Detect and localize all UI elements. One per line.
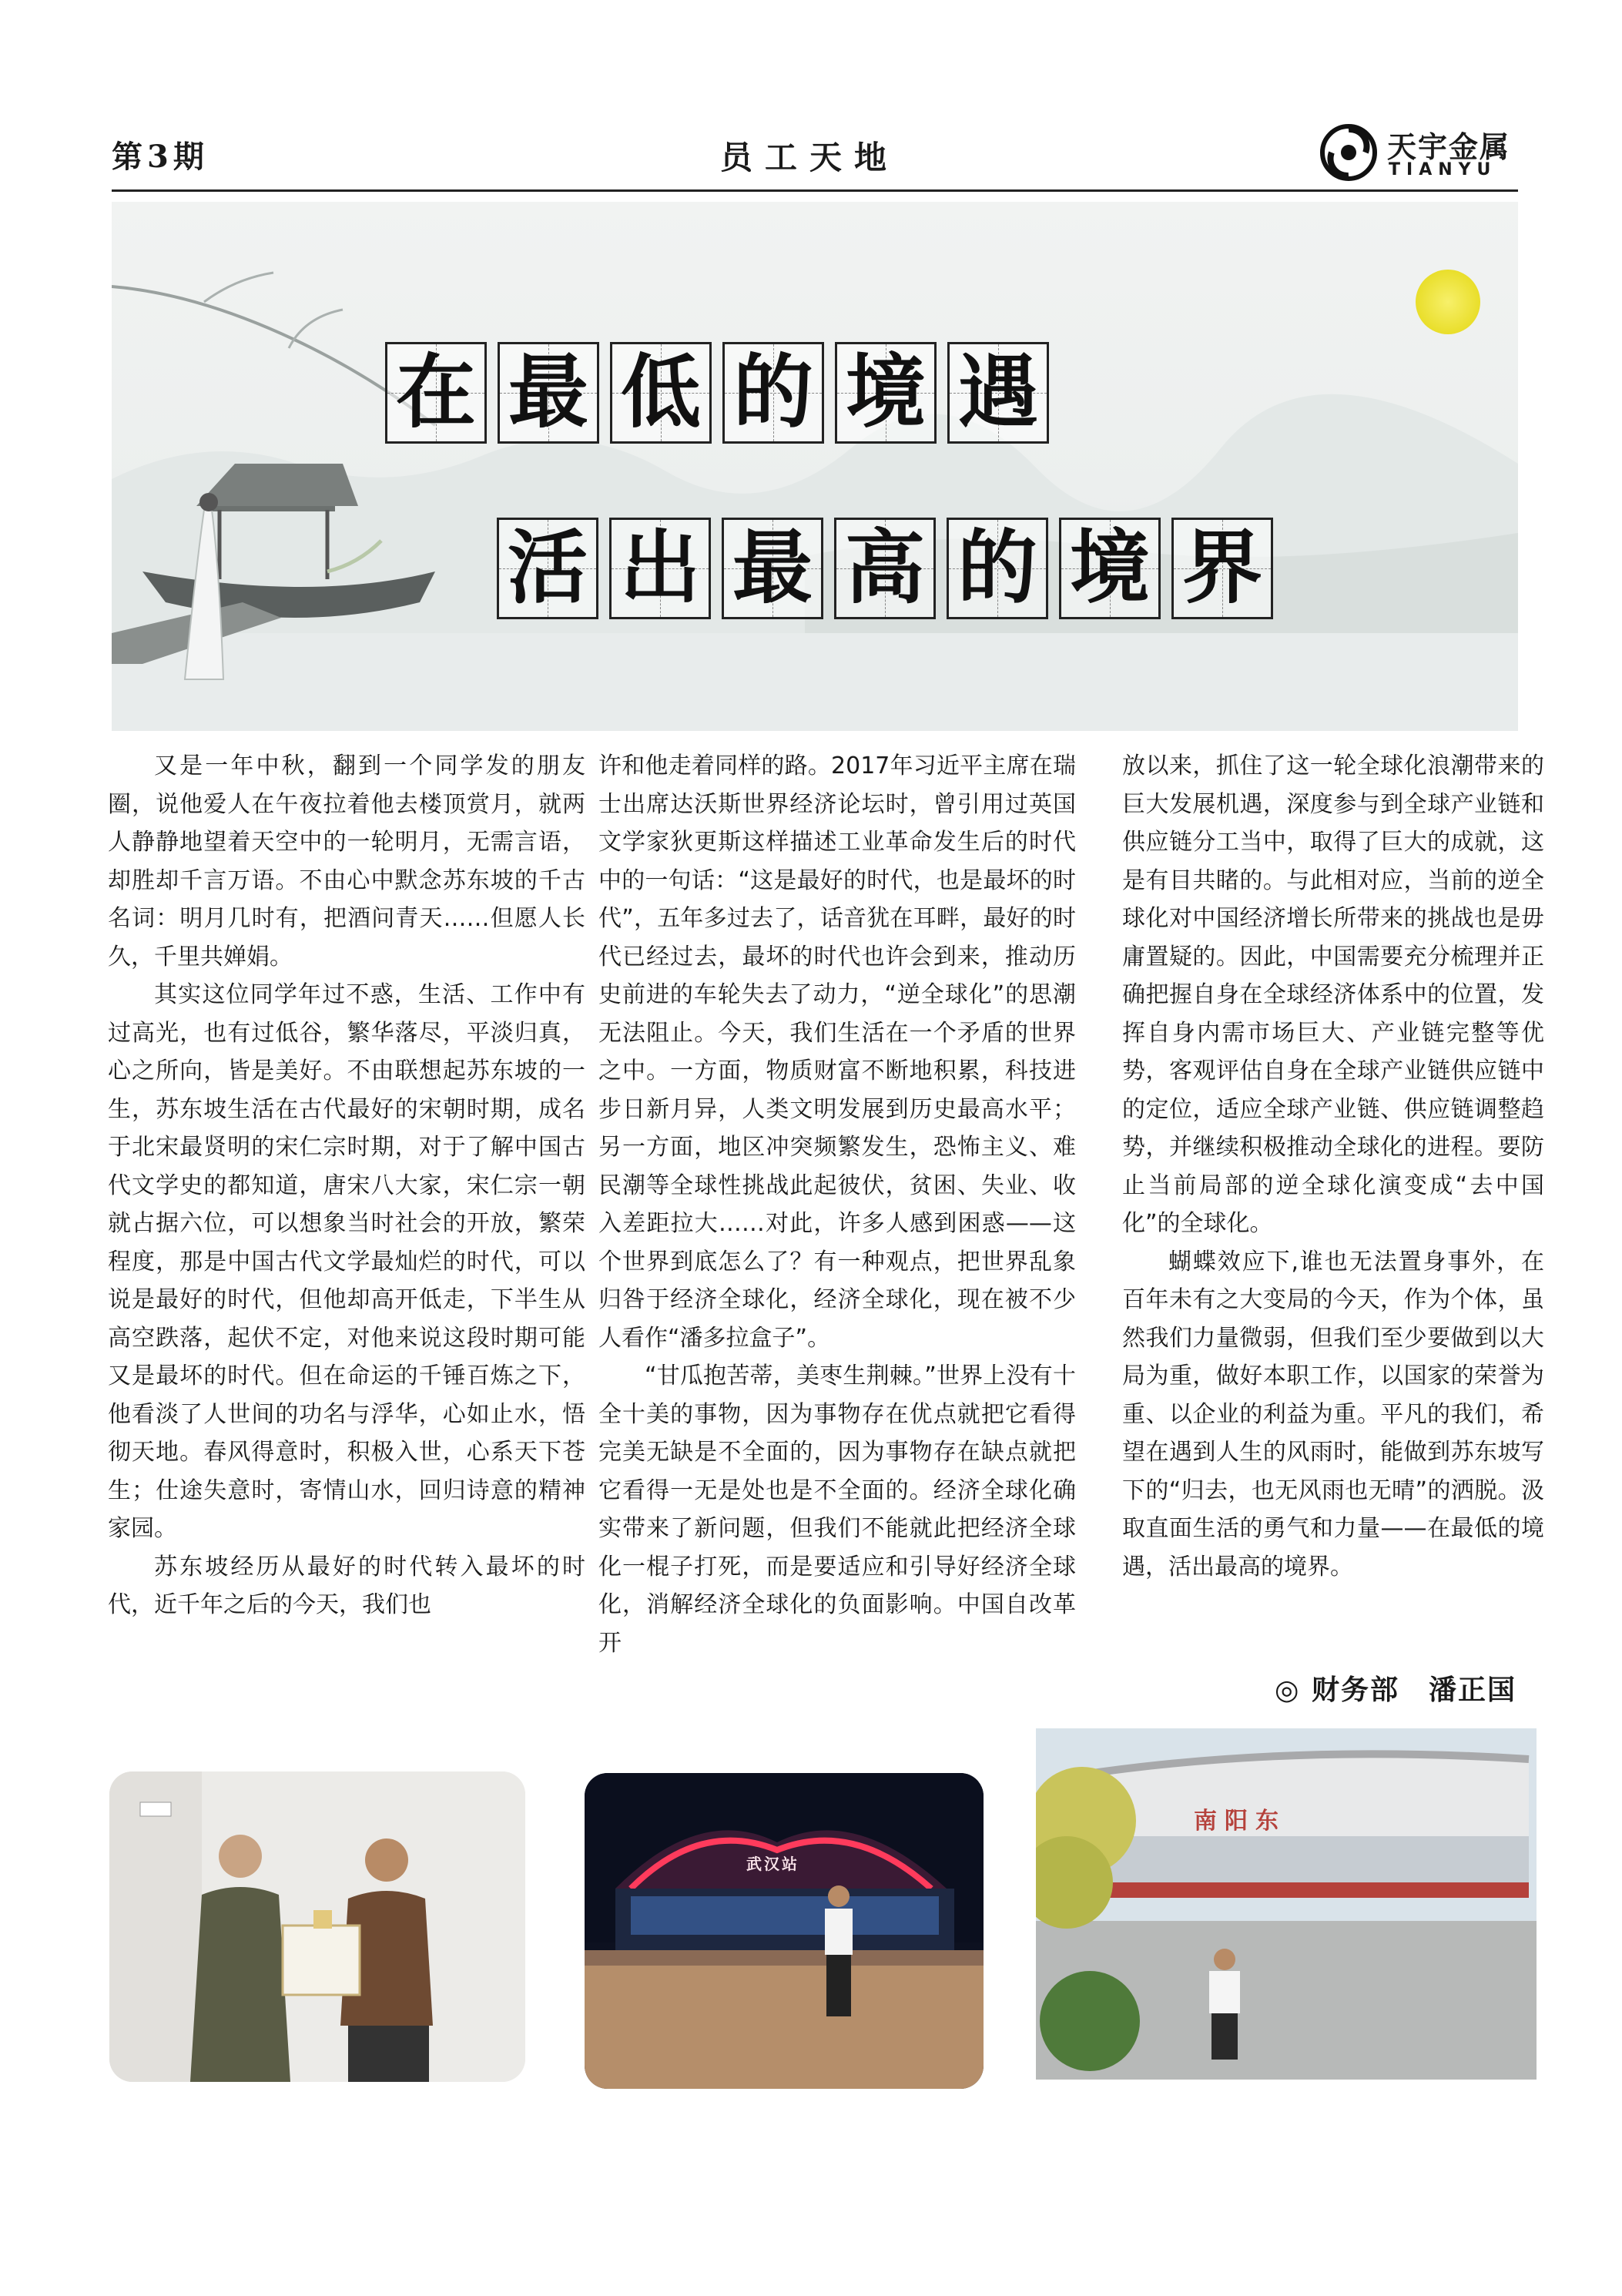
title-char: 境 xyxy=(835,342,937,444)
banner-title-line-1 xyxy=(385,342,1049,444)
title-char: 出 xyxy=(609,518,711,619)
paragraph: 其实这位同学年过不惑，生活、工作中有过高光，也有过低谷，繁华落尽，平淡归真，心之所向，皆是美好。不由联想起苏东坡的一生，苏东坡生活在古代最好的宋朝时期，成名于北宋最贤明的宋仁宗时期，对于了解中国古代文学史的都知道，唐宋八大家，宋仁宗一朝就占据六位，可以想象当时社会的开放，繁荣程度，那是中国古代文学最灿烂的时代，可以说是最好的时代，但他却高开低走，下半生从高空跌落，起伏不定，对他来说这段时期可能又是最坏的时代。但在命运的千锤百炼之下，他看淡了人世间的功名与浮华，心如止水，悟彻天地。春风得意时，积极入世，心系天下苍生；仕途失意时，寄情山水，回归诗意的精神家园。 xyxy=(108,981,585,1542)
company-logo xyxy=(1318,122,1518,183)
station-sign: 南阳东 xyxy=(1194,1808,1286,1835)
issue-number: 第3期 xyxy=(112,139,209,175)
paragraph: 苏东坡经历从最好的时代转入最坏的时代，近千年之后的今天，我们也 xyxy=(108,1553,585,1618)
title-char: 活 xyxy=(497,518,598,619)
station-sign: 武汉站 xyxy=(746,1855,799,1873)
author-signature: ◎ 财务部 潘正国 xyxy=(1275,1674,1516,1706)
banner-title-line-2 xyxy=(497,518,1273,619)
title-char: 最 xyxy=(498,342,599,444)
paragraph: 许和他走着同样的路。2017年习近平主席在瑞士出席达沃斯世界经济论坛时，曾引用过英国文学家狄更斯这样描述工业革命发生后的时代中的一句话：“这是最好的时代，也是最坏的时代”，五年多过去了，话音犹在耳畔，最好的时代已经过去，最坏的时代也许会到来，推动历史前进的车轮失去了动力，“逆全球化”的思潮无法阻止。今天，我们生活在一个矛盾的世界之中。一方面，物质财富不断地积累，科技进步日新月异，人类文明发展到历史最高水平；另一方面，地区冲突频繁发生，恐怖主义、难民潮等全球性挑战此起彼伏，贫困、失业、收入差距拉大……对此，许多人感到困惑——这个世界到底怎么了？有一种观点，把世界乱象归咎于经济全球化，经济全球化，现在被不少人看作“潘多拉盒子”。 xyxy=(598,752,1076,1352)
title-char: 的 xyxy=(722,342,824,444)
paragraph: “甘瓜抱苦蒂，美枣生荆棘。”世界上没有十全十美的事物，因为事物存在优点就把它看得完美无缺是不全面的，因为事物存在缺点就把它看得一无是处也是不全面的。经济全球化确实带来了新问题，但我们不能就此把经济全球化一棍子打死，而是要适应和引导好经济全球化，消解经济全球化的负面影响。中国自改革开 xyxy=(598,1363,1076,1657)
paragraph: 又是一年中秋，翻到一个同学发的朋友圈，说他爱人在午夜拉着他去楼顶赏月，就两人静静地望着天空中的一轮明月，无需言语，却胜却千言万语。不由心中默念苏东坡的千古名词：明月几时有，把酒问青天……但愿人长久，千里共婵娟。 xyxy=(108,752,585,970)
photo-nanyang-east-station xyxy=(1036,1728,1537,2080)
paragraph: 蝴蝶效应下,谁也无法置身事外，在百年未有之大变局的今天，作为个体，虽然我们力量微弱，但我们至少要做到以大局为重，做好本职工作，以国家的荣誉为重、以企业的利益为重。平凡的我们，希望在遇到人生的风雨时，能做到苏东坡写下的“归去，也无风雨也无晴”的洒脱。汲取直面生活的勇气和力量——在最低的境遇，活出最高的境界。 xyxy=(1122,1248,1544,1580)
photo-gift-handover xyxy=(109,1771,525,2082)
title-char: 低 xyxy=(610,342,712,444)
logo-chinese-name: 天宇金属 xyxy=(1387,130,1511,164)
title-char: 遇 xyxy=(947,342,1049,444)
title-char: 境 xyxy=(1059,518,1161,619)
title-char: 在 xyxy=(385,342,487,444)
title-char: 最 xyxy=(722,518,823,619)
article-column-2 xyxy=(598,747,1076,1662)
article-column-1 xyxy=(108,747,585,1624)
page-header xyxy=(112,116,1518,192)
title-char: 高 xyxy=(834,518,936,619)
title-char: 界 xyxy=(1171,518,1273,619)
section-title: 员工天地 xyxy=(720,139,900,176)
title-char: 的 xyxy=(947,518,1048,619)
photo-wuhan-station-night xyxy=(585,1773,984,2089)
swirl-logo-icon xyxy=(1318,122,1379,183)
moon-icon xyxy=(1416,270,1480,334)
logo-english-name: TIANYU xyxy=(1389,160,1497,179)
paragraph: 放以来，抓住了这一轮全球化浪潮带来的巨大发展机遇，深度参与到全球产业链和供应链分工当中，取得了巨大的成就，这是有目共睹的。与此相对应，当前的逆全球化对中国经济增长所带来的挑战也是毋庸置疑的。因此，中国需要充分梳理并正确把握自身在全球经济体系中的位置，发挥自身内需市场巨大、产业链完整等优势，客观评估自身在全球产业链供应链中的定位，适应全球产业链、供应链调整趋势，并继续积极推动全球化的进程。要防止当前局部的逆全球化演变成“去中国化”的全球化。 xyxy=(1122,752,1544,1237)
title-banner xyxy=(112,202,1518,731)
article-column-3 xyxy=(1122,747,1544,1586)
ink-landscape-illustration xyxy=(112,202,1518,731)
